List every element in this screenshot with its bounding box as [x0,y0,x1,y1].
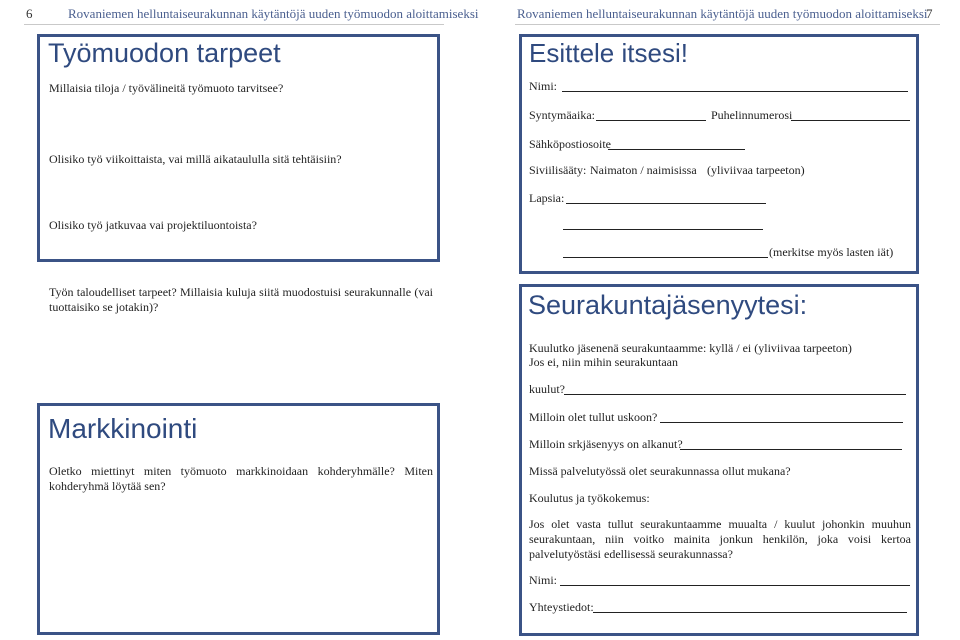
membership-title: Seurakuntajäsenyytesi: [528,290,808,320]
marital-label: Siviilisääty: [529,163,587,177]
member-question: Kuulutko jäsenenä seurakuntaamme: kyllä / ei (yliviivaa tarpeeton) [529,341,852,355]
right-running-header: Rovaniemen helluntaiseurakunnan käytäntöjä uuden työmuodon aloittamiseksi [517,6,928,21]
children-note: (merkitse myös lasten iät) [769,245,894,259]
marital-note: (yliviivaa tarpeeton) [707,163,805,177]
left-page-number: 6 [26,6,33,21]
birthdate-label: Syntymäaika: [529,108,595,122]
needs-title: Työmuodon tarpeet [48,38,281,68]
left-header-rule [24,24,444,25]
activities-question: Missä palvelutyössä olet seurakunnassa ollut mukana? [529,464,791,478]
phone-label: Puhelinnumerosi [711,108,793,122]
right-page-number: 7 [926,6,933,21]
children-field-line-3[interactable] [563,257,768,258]
needs-question-facilities: Millaisia tiloja / työvälineitä työmuoto tarvitsee? [49,81,284,95]
needs-question-finances: Työn taloudelliset tarpeet? Millaisia kuluja siitä muodostuisi seurakunnalle (vai tuottaisiko se jotakin)? [49,285,433,314]
marketing-title: Markkinointi [48,413,198,444]
email-field-line[interactable] [608,149,745,150]
belonged-field-line[interactable] [564,394,906,395]
needs-question-duration: Olisiko työ jatkuvaa vai projektiluontoista? [49,218,257,232]
intro-box [519,34,919,274]
joined-label: Milloin srkjäsenyys on alkanut? [529,437,683,451]
reference-contact-label: Yhteystiedot: [529,600,594,614]
name-label: Nimi: [529,79,558,93]
marketing-question: Oletko miettinyt miten työmuoto markkinoidaan kohderyhmälle? Miten kohderyhmä löytää sen? [49,464,433,493]
intro-title: Esittele itsesi! [529,38,688,68]
children-label: Lapsia: [529,191,565,205]
phone-field-line[interactable] [791,120,910,121]
children-field-line-1[interactable] [566,203,766,204]
education-question: Koulutus ja työkokemus: [529,491,650,505]
saved-label: Milloin olet tullut uskoon? [529,410,658,424]
saved-field-line[interactable] [660,422,903,423]
birthdate-field-line[interactable] [596,120,706,121]
reference-question: Jos olet vasta tullut seurakuntaamme muualta / kuulut johonkin muuhun seurakuntaan, niin voitko mainita jonkun henkilön, joka voisi kertoa palvelutyöstäsi edellisessä seurakunnassa? [529,517,911,561]
needs-question-schedule: Olisiko työ viikoittaista, vai millä aikataululla sitä tehtäisiin? [49,152,342,166]
reference-name-label: Nimi: [529,573,558,587]
reference-name-field-line[interactable] [560,585,910,586]
right-header-rule [515,24,940,25]
belonged-label: kuulut? [529,382,565,396]
membership-box [519,284,919,636]
email-label: Sähköpostiosoite [529,137,612,151]
if-not-question: Jos ei, niin mihin seurakuntaan [529,355,678,369]
left-running-header: Rovaniemen helluntaiseurakunnan käytäntöjä uuden työmuodon aloittamiseksi [68,6,479,21]
reference-contact-field-line[interactable] [593,612,907,613]
name-field-line[interactable] [562,91,908,92]
joined-field-line[interactable] [680,449,902,450]
marital-options: Naimaton / naimisissa [590,163,697,177]
children-field-line-2[interactable] [563,229,763,230]
